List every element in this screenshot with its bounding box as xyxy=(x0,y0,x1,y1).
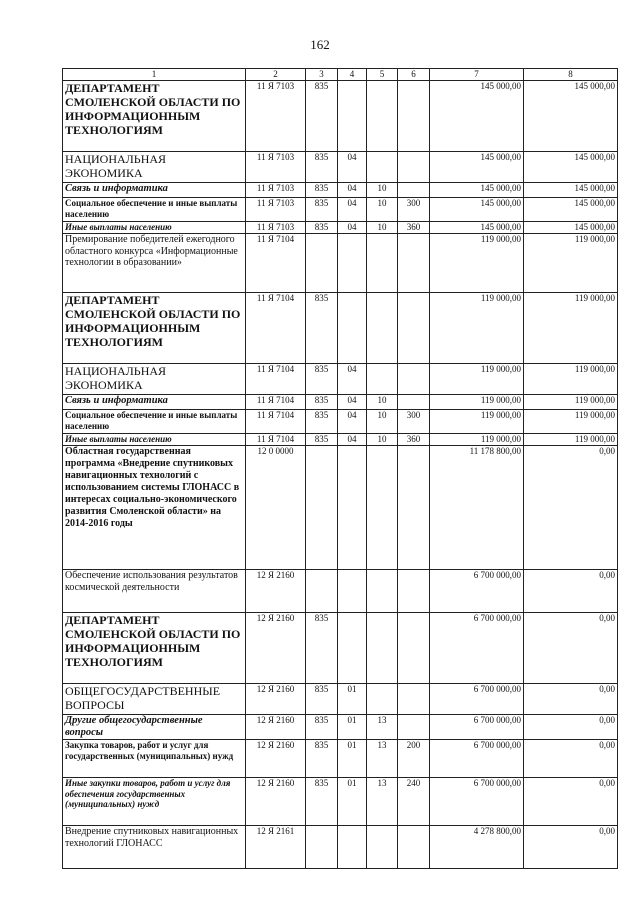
subsection-code xyxy=(367,293,398,364)
table-row xyxy=(63,570,618,613)
expense-type-code xyxy=(398,715,430,740)
amount-year-2: 119 000,00 xyxy=(524,234,618,293)
section-code xyxy=(338,293,367,364)
table-row xyxy=(63,222,618,234)
section-code: 01 xyxy=(338,715,367,740)
target-article-code: 12 Я 2160 xyxy=(246,740,306,778)
amount-year-1: 145 000,00 xyxy=(430,198,524,222)
table-row xyxy=(63,434,618,446)
subsection-code: 13 xyxy=(367,778,398,826)
table-row xyxy=(63,613,618,684)
subsection-code xyxy=(367,613,398,684)
amount-year-1: 119 000,00 xyxy=(430,434,524,446)
section-code: 04 xyxy=(338,152,367,183)
target-article-code: 11 Я 7104 xyxy=(246,434,306,446)
amount-year-1: 6 700 000,00 xyxy=(430,613,524,684)
amount-year-2: 0,00 xyxy=(524,446,618,570)
section-code: 04 xyxy=(338,395,367,410)
item-name: Закупка товаров, работ и услуг для государственных (муниципальных) нужд xyxy=(63,740,246,778)
target-article-code: 12 Я 2160 xyxy=(246,613,306,684)
expense-type-code: 300 xyxy=(398,198,430,222)
item-name: Иные выплаты населению xyxy=(63,434,246,446)
amount-year-1: 6 700 000,00 xyxy=(430,740,524,778)
amount-year-1: 145 000,00 xyxy=(430,222,524,234)
subsection-code xyxy=(367,826,398,869)
section-code xyxy=(338,570,367,613)
section-code: 04 xyxy=(338,198,367,222)
target-article-code: 11 Я 7104 xyxy=(246,364,306,395)
expense-type-code: 240 xyxy=(398,778,430,826)
target-article-code: 11 Я 7103 xyxy=(246,222,306,234)
section-code: 01 xyxy=(338,684,367,715)
department-code: 835 xyxy=(306,364,338,395)
table-row xyxy=(63,152,618,183)
item-name: ДЕПАРТАМЕНТ СМОЛЕНСКОЙ ОБЛАСТИ ПО ИНФОРМАЦИОННЫМ ТЕХНОЛОГИЯМ xyxy=(63,613,246,684)
item-name: Областная государственная программа «Внедрение спутниковых навигационных технологий с использованием системы ГЛОНАСС в интересах социально-экономического развития Смоленской области» на 2014-2016 годы xyxy=(63,446,246,570)
budget-table xyxy=(62,68,618,869)
amount-year-1: 6 700 000,00 xyxy=(430,715,524,740)
section-code xyxy=(338,826,367,869)
section-code xyxy=(338,81,367,152)
section-code xyxy=(338,446,367,570)
department-code: 835 xyxy=(306,684,338,715)
expense-type-code: 360 xyxy=(398,434,430,446)
col-header-6: 6 xyxy=(398,69,430,81)
amount-year-1: 6 700 000,00 xyxy=(430,570,524,613)
amount-year-2: 119 000,00 xyxy=(524,395,618,410)
target-article-code: 12 Я 2160 xyxy=(246,570,306,613)
amount-year-2: 145 000,00 xyxy=(524,81,618,152)
item-name: Иные выплаты населению xyxy=(63,222,246,234)
expense-type-code xyxy=(398,826,430,869)
target-article-code: 12 Я 2160 xyxy=(246,778,306,826)
target-article-code: 11 Я 7104 xyxy=(246,234,306,293)
expense-type-code xyxy=(398,684,430,715)
item-name: Обеспечение использования результатов космической деятельности xyxy=(63,570,246,613)
department-code: 835 xyxy=(306,152,338,183)
amount-year-2: 119 000,00 xyxy=(524,434,618,446)
amount-year-1: 145 000,00 xyxy=(430,81,524,152)
department-code xyxy=(306,570,338,613)
amount-year-2: 0,00 xyxy=(524,715,618,740)
expense-type-code xyxy=(398,183,430,198)
item-name: НАЦИОНАЛЬНАЯ ЭКОНОМИКА xyxy=(63,152,246,183)
expense-type-code xyxy=(398,570,430,613)
amount-year-2: 0,00 xyxy=(524,570,618,613)
table-row xyxy=(63,410,618,434)
section-code: 01 xyxy=(338,740,367,778)
table-row xyxy=(63,293,618,364)
subsection-code xyxy=(367,152,398,183)
col-header-4: 4 xyxy=(338,69,367,81)
table-row xyxy=(63,740,618,778)
item-name: Социальное обеспечение и иные выплаты населению xyxy=(63,198,246,222)
subsection-code xyxy=(367,570,398,613)
department-code xyxy=(306,234,338,293)
col-header-8: 8 xyxy=(524,69,618,81)
item-name: Социальное обеспечение и иные выплаты населению xyxy=(63,410,246,434)
item-name: Другие общегосударственные вопросы xyxy=(63,715,246,740)
amount-year-1: 11 178 800,00 xyxy=(430,446,524,570)
amount-year-2: 0,00 xyxy=(524,684,618,715)
amount-year-2: 145 000,00 xyxy=(524,222,618,234)
department-code: 835 xyxy=(306,434,338,446)
amount-year-1: 119 000,00 xyxy=(430,395,524,410)
col-header-5: 5 xyxy=(367,69,398,81)
expense-type-code xyxy=(398,293,430,364)
amount-year-1: 119 000,00 xyxy=(430,293,524,364)
col-header-2: 2 xyxy=(246,69,306,81)
target-article-code: 11 Я 7103 xyxy=(246,152,306,183)
item-name: Связь и информатика xyxy=(63,395,246,410)
table-row xyxy=(63,778,618,826)
target-article-code: 12 Я 2160 xyxy=(246,684,306,715)
item-name: Связь и информатика xyxy=(63,183,246,198)
department-code: 835 xyxy=(306,613,338,684)
section-code: 01 xyxy=(338,778,367,826)
target-article-code: 11 Я 7103 xyxy=(246,81,306,152)
amount-year-2: 145 000,00 xyxy=(524,152,618,183)
amount-year-2: 145 000,00 xyxy=(524,183,618,198)
col-header-1: 1 xyxy=(63,69,246,81)
target-article-code: 12 Я 2160 xyxy=(246,715,306,740)
department-code: 835 xyxy=(306,81,338,152)
column-number-row xyxy=(63,69,618,81)
department-code: 835 xyxy=(306,778,338,826)
table-row xyxy=(63,826,618,869)
section-code xyxy=(338,613,367,684)
amount-year-1: 145 000,00 xyxy=(430,183,524,198)
expense-type-code xyxy=(398,81,430,152)
table-row xyxy=(63,395,618,410)
target-article-code: 11 Я 7103 xyxy=(246,183,306,198)
item-name: НАЦИОНАЛЬНАЯ ЭКОНОМИКА xyxy=(63,364,246,395)
col-header-7: 7 xyxy=(430,69,524,81)
department-code: 835 xyxy=(306,222,338,234)
department-code xyxy=(306,446,338,570)
amount-year-1: 119 000,00 xyxy=(430,234,524,293)
amount-year-2: 119 000,00 xyxy=(524,293,618,364)
table-row xyxy=(63,715,618,740)
item-name: Иные закупки товаров, работ и услуг для обеспечения государственных (муниципальных) нужд xyxy=(63,778,246,826)
target-article-code: 11 Я 7104 xyxy=(246,410,306,434)
section-code xyxy=(338,234,367,293)
expense-type-code xyxy=(398,364,430,395)
department-code: 835 xyxy=(306,183,338,198)
table-row xyxy=(63,183,618,198)
amount-year-2: 119 000,00 xyxy=(524,364,618,395)
table-row xyxy=(63,684,618,715)
subsection-code xyxy=(367,234,398,293)
subsection-code: 10 xyxy=(367,183,398,198)
target-article-code: 12 Я 2161 xyxy=(246,826,306,869)
amount-year-2: 0,00 xyxy=(524,778,618,826)
subsection-code xyxy=(367,81,398,152)
expense-type-code xyxy=(398,446,430,570)
subsection-code: 13 xyxy=(367,740,398,778)
amount-year-2: 0,00 xyxy=(524,613,618,684)
amount-year-1: 4 278 800,00 xyxy=(430,826,524,869)
section-code: 04 xyxy=(338,434,367,446)
page-number: 162 xyxy=(310,37,330,52)
subsection-code: 10 xyxy=(367,410,398,434)
section-code: 04 xyxy=(338,364,367,395)
expense-type-code: 360 xyxy=(398,222,430,234)
amount-year-2: 0,00 xyxy=(524,826,618,869)
department-code: 835 xyxy=(306,395,338,410)
amount-year-2: 145 000,00 xyxy=(524,198,618,222)
item-name: Премирование победителей ежегодного областного конкурса «Информационные технологии в образовании» xyxy=(63,234,246,293)
section-code: 04 xyxy=(338,410,367,434)
item-name: Внедрение спутниковых навигационных технологий ГЛОНАСС xyxy=(63,826,246,869)
department-code: 835 xyxy=(306,410,338,434)
section-code: 04 xyxy=(338,222,367,234)
subsection-code xyxy=(367,364,398,395)
expense-type-code xyxy=(398,613,430,684)
department-code: 835 xyxy=(306,293,338,364)
subsection-code: 10 xyxy=(367,198,398,222)
subsection-code: 13 xyxy=(367,715,398,740)
item-name: ОБЩЕГОСУДАРСТВЕННЫЕ ВОПРОСЫ xyxy=(63,684,246,715)
item-name: ДЕПАРТАМЕНТ СМОЛЕНСКОЙ ОБЛАСТИ ПО ИНФОРМАЦИОННЫМ ТЕХНОЛОГИЯМ xyxy=(63,81,246,152)
amount-year-1: 6 700 000,00 xyxy=(430,778,524,826)
table-row xyxy=(63,81,618,152)
department-code: 835 xyxy=(306,740,338,778)
col-header-3: 3 xyxy=(306,69,338,81)
target-article-code: 12 0 0000 xyxy=(246,446,306,570)
target-article-code: 11 Я 7103 xyxy=(246,198,306,222)
expense-type-code: 200 xyxy=(398,740,430,778)
expense-type-code: 300 xyxy=(398,410,430,434)
subsection-code: 10 xyxy=(367,434,398,446)
amount-year-1: 119 000,00 xyxy=(430,410,524,434)
department-code xyxy=(306,826,338,869)
amount-year-2: 119 000,00 xyxy=(524,410,618,434)
expense-type-code xyxy=(398,395,430,410)
subsection-code xyxy=(367,684,398,715)
subsection-code xyxy=(367,446,398,570)
item-name: ДЕПАРТАМЕНТ СМОЛЕНСКОЙ ОБЛАСТИ ПО ИНФОРМАЦИОННЫМ ТЕХНОЛОГИЯМ xyxy=(63,293,246,364)
expense-type-code xyxy=(398,234,430,293)
amount-year-1: 6 700 000,00 xyxy=(430,684,524,715)
subsection-code: 10 xyxy=(367,395,398,410)
department-code: 835 xyxy=(306,198,338,222)
table-row xyxy=(63,364,618,395)
target-article-code: 11 Я 7104 xyxy=(246,293,306,364)
table-row xyxy=(63,234,618,293)
section-code: 04 xyxy=(338,183,367,198)
subsection-code: 10 xyxy=(367,222,398,234)
department-code: 835 xyxy=(306,715,338,740)
table-row xyxy=(63,198,618,222)
amount-year-1: 145 000,00 xyxy=(430,152,524,183)
target-article-code: 11 Я 7104 xyxy=(246,395,306,410)
table-row xyxy=(63,446,618,570)
expense-type-code xyxy=(398,152,430,183)
amount-year-2: 0,00 xyxy=(524,740,618,778)
amount-year-1: 119 000,00 xyxy=(430,364,524,395)
